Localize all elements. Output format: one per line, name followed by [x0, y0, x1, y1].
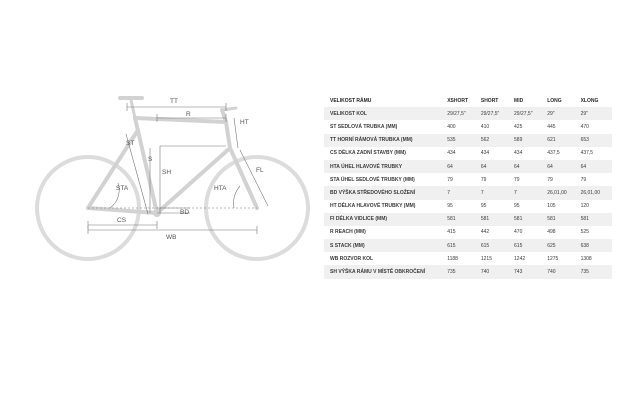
row-label: STA ÚHEL SEDLOVÉ TRUBKY (MM)	[330, 176, 415, 183]
cell-value: 7	[445, 186, 479, 199]
cell-value: 64	[445, 160, 479, 173]
cell-value: 79	[480, 176, 487, 183]
cell-value: 29/27,5"	[445, 107, 479, 120]
label-wb: WB	[166, 234, 177, 241]
saddle	[118, 96, 144, 100]
cell-value: 79	[447, 176, 453, 183]
cell-value: 589	[512, 134, 545, 147]
header-label: VELIKOST RÁMU	[330, 97, 372, 104]
label-sta: STA	[116, 185, 129, 192]
cell-value: 120	[580, 203, 589, 210]
seatpost	[131, 100, 135, 118]
table-row	[324, 134, 612, 147]
cell-value: 442	[480, 229, 490, 236]
row-label: WB ROZVOR KOL	[330, 255, 374, 262]
cell-value: 7	[512, 186, 545, 199]
cell-value: 64	[479, 160, 512, 173]
table-row	[324, 160, 612, 173]
header-size-xlong: XLONG	[580, 97, 599, 104]
cell-value: 498	[547, 229, 556, 236]
table-row	[324, 213, 612, 226]
cell-value: 581	[545, 213, 578, 226]
cell-value: 29"	[579, 107, 612, 120]
row-label: VELIKOST KOL	[324, 107, 445, 120]
cell-value: 638	[579, 239, 612, 252]
row-label: SH VÝŠKA RÁMU V MÍSTĚ OBKROČENÍ	[324, 265, 445, 278]
table-row	[324, 200, 612, 213]
label-r: R	[186, 111, 191, 118]
cell-value: 470	[580, 123, 589, 130]
cell-value: 434	[447, 150, 456, 157]
cell-value: 79	[514, 176, 520, 183]
cell-value: 615	[479, 239, 512, 252]
cell-value: 581	[479, 213, 512, 226]
cell-value: 445	[547, 123, 556, 130]
cell-value: 621	[545, 134, 578, 147]
row-label: TT HORNÍ RÁMOVÁ TRUBKA (MM)	[324, 134, 445, 147]
cell-value: 562	[479, 134, 512, 147]
cell-value: 434	[514, 150, 523, 157]
label-bd: BD	[180, 209, 190, 216]
cell-value: 29/27,5"	[512, 107, 545, 120]
cell-value: 26,01,00	[545, 186, 578, 199]
cell-value: 105	[547, 203, 556, 210]
cell-value: 410	[480, 123, 490, 130]
label-ht: HT	[240, 119, 249, 126]
label-s: S	[148, 156, 153, 163]
table-row	[324, 147, 612, 160]
header-size-long: LONG	[547, 97, 562, 104]
row-label: HT DÉLKA HLAVOVÉ TRUBKY (MM)	[330, 203, 416, 210]
table-row	[324, 173, 612, 186]
row-label: BD VÝŠKA STŘEDOVÉHO SLOŽENÍ	[324, 186, 445, 199]
cell-value: 400	[447, 123, 456, 130]
cell-value: 425	[514, 123, 523, 130]
cell-value: 615	[512, 239, 545, 252]
cell-value: 740	[479, 265, 512, 278]
cell-value: 64	[545, 160, 578, 173]
row-label: R REACH (MM)	[330, 229, 366, 236]
cell-value: 470	[514, 229, 523, 236]
cell-value: 525	[580, 229, 589, 236]
cell-value: 95	[480, 203, 487, 210]
cell-value: 1275	[547, 255, 559, 262]
cell-value: 437,5	[547, 150, 560, 157]
table-row	[324, 252, 612, 265]
cell-value: 740	[545, 265, 578, 278]
label-hta: HTA	[214, 185, 227, 192]
label-fl: FL	[256, 167, 264, 174]
row-label: ST SEDLOVÁ TRUBKA (MM)	[330, 123, 398, 130]
cell-value: 1308	[580, 255, 592, 262]
table-row	[324, 265, 612, 278]
cell-value: 615	[445, 239, 479, 252]
cell-value: 437,5	[580, 150, 594, 157]
cell-value: 95	[447, 203, 453, 210]
header-size-xshort: XSHORT	[447, 97, 469, 104]
table-row	[324, 239, 612, 252]
cell-value: 415	[447, 229, 456, 236]
cell-value: 535	[445, 134, 479, 147]
cell-value: 1215	[480, 255, 492, 262]
row-label: FI DÉLKA VIDLICE (MM)	[324, 213, 445, 226]
cell-value: 64	[579, 160, 612, 173]
cell-value: 79	[547, 176, 553, 183]
cell-value: 64	[512, 160, 545, 173]
cell-value: 581	[445, 213, 479, 226]
header-size-short: SHORT	[480, 97, 499, 104]
table-row	[324, 186, 612, 199]
cell-value: 581	[579, 213, 612, 226]
table-header-row	[324, 94, 612, 107]
handlebar	[222, 108, 236, 110]
cell-value: 1242	[514, 255, 526, 262]
row-label: HTA ÚHEL HLAVOVÉ TRUBKY	[324, 160, 445, 173]
table-row	[324, 107, 612, 120]
cell-value: 735	[445, 265, 479, 278]
cell-value: 653	[579, 134, 612, 147]
cell-value: 26,01,00	[579, 186, 612, 199]
cell-value: 79	[580, 176, 587, 183]
geometry-table	[324, 94, 612, 279]
label-st: ST	[126, 140, 135, 147]
label-tt: TT	[170, 98, 178, 105]
label-cs: CS	[117, 217, 127, 224]
cell-value: 625	[545, 239, 578, 252]
header-size-mid: MID	[514, 97, 524, 104]
row-label: CS DÉLKA ZADNÍ STAVBY (MM)	[330, 150, 406, 157]
cell-value: 434	[480, 150, 490, 157]
cell-value: 95	[514, 203, 520, 210]
table-row	[324, 226, 612, 239]
cell-value: 1188	[447, 255, 458, 262]
cell-value: 29/27,5"	[479, 107, 512, 120]
cell-value: 29"	[545, 107, 578, 120]
row-label: S STACK (MM)	[324, 239, 445, 252]
cell-value: 735	[579, 265, 612, 278]
cell-value: 7	[479, 186, 512, 199]
table-row	[324, 120, 612, 133]
label-sh: SH	[162, 169, 172, 176]
cell-value: 743	[512, 265, 545, 278]
cell-value: 581	[512, 213, 545, 226]
